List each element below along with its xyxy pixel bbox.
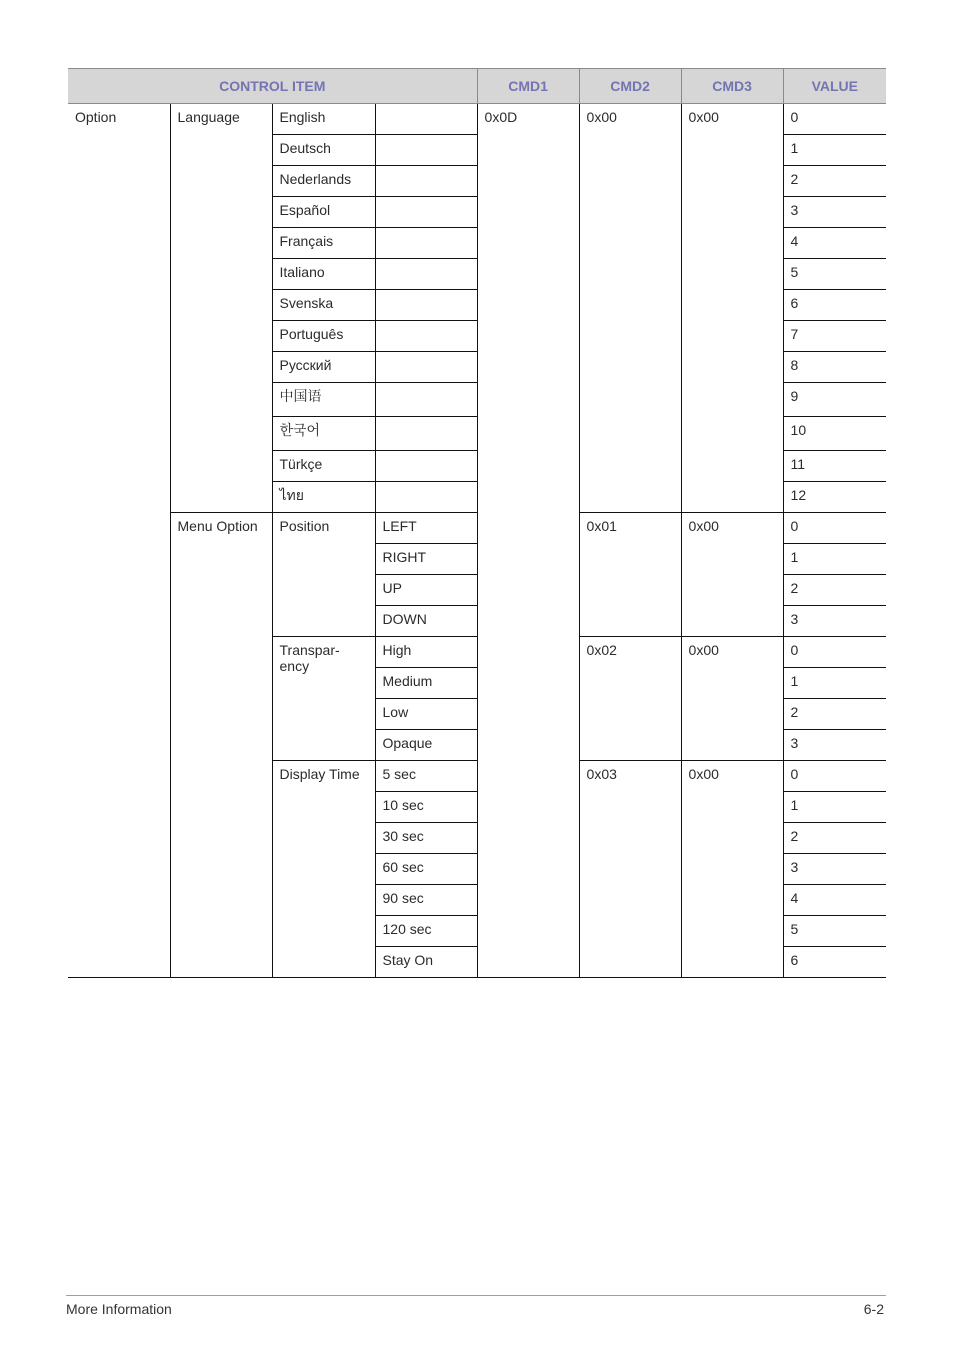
position-cmd2-cell: 0x01 [579, 513, 681, 637]
position-option-cell: LEFT [375, 513, 477, 544]
value-cell: 5 [783, 259, 886, 290]
empty-cell [375, 259, 477, 290]
transparency-cmd2-cell: 0x02 [579, 637, 681, 761]
language-name-cell: Português [272, 321, 375, 352]
value-cell: 0 [783, 761, 886, 792]
empty-cell [375, 104, 477, 135]
value-cell: 1 [783, 135, 886, 166]
value-cell: 6 [783, 290, 886, 321]
header-cmd2: CMD2 [579, 69, 681, 104]
language-name-cell: 中国语 [272, 383, 375, 417]
empty-cell [375, 451, 477, 482]
transparency-option-cell: High [375, 637, 477, 668]
table-body [68, 104, 886, 978]
display-time-option-cell: 5 sec [375, 761, 477, 792]
language-name-cell: Français [272, 228, 375, 259]
empty-cell [375, 383, 477, 417]
position-label-cell: Position [272, 513, 375, 637]
empty-cell [375, 197, 477, 228]
value-cell: 2 [783, 699, 886, 730]
display-time-cmd2-cell: 0x03 [579, 761, 681, 978]
value-cell: 3 [783, 730, 886, 761]
language-cmd3-cell: 0x00 [681, 104, 783, 513]
group-option-cell: Option [68, 104, 170, 978]
transparency-option-cell: Medium [375, 668, 477, 699]
position-option-cell: UP [375, 575, 477, 606]
footer-page-number: 6-2 [863, 1301, 884, 1317]
value-cell: 1 [783, 792, 886, 823]
language-name-cell: Italiano [272, 259, 375, 290]
empty-cell [375, 228, 477, 259]
value-cell: 0 [783, 104, 886, 135]
value-cell: 10 [783, 417, 886, 451]
display-time-option-cell: 90 sec [375, 885, 477, 916]
language-name-cell: Español [272, 197, 375, 228]
footer-divider [66, 1295, 886, 1296]
value-cell: 11 [783, 451, 886, 482]
value-cell: 1 [783, 668, 886, 699]
empty-cell [375, 352, 477, 383]
empty-cell [375, 166, 477, 197]
display-time-cmd3-cell: 0x00 [681, 761, 783, 978]
transparency-label-cell: Transpar- ency [272, 637, 375, 761]
language-name-cell: English [272, 104, 375, 135]
empty-cell [375, 482, 477, 513]
menu-option-label-cell: Menu Option [170, 513, 272, 978]
display-time-option-cell: 30 sec [375, 823, 477, 854]
value-cell: 8 [783, 352, 886, 383]
value-cell: 9 [783, 383, 886, 417]
display-time-option-cell: 60 sec [375, 854, 477, 885]
display-time-option-cell: 10 sec [375, 792, 477, 823]
empty-cell [375, 290, 477, 321]
footer-section-title: More Information [66, 1301, 172, 1317]
value-cell: 4 [783, 228, 886, 259]
transparency-cmd3-cell: 0x00 [681, 637, 783, 761]
empty-cell [375, 321, 477, 352]
header-row [68, 69, 886, 104]
value-cell: 7 [783, 321, 886, 352]
language-name-cell: Русский [272, 352, 375, 383]
value-cell: 3 [783, 197, 886, 228]
header-cmd1: CMD1 [477, 69, 579, 104]
language-name-cell: Svenska [272, 290, 375, 321]
value-cell: 12 [783, 482, 886, 513]
value-cell: 2 [783, 166, 886, 197]
value-cell: 3 [783, 606, 886, 637]
language-name-cell: Türkçe [272, 451, 375, 482]
value-cell: 6 [783, 947, 886, 978]
table-row [68, 104, 886, 135]
value-cell: 5 [783, 916, 886, 947]
position-option-cell: DOWN [375, 606, 477, 637]
transparency-option-cell: Opaque [375, 730, 477, 761]
value-cell: 0 [783, 513, 886, 544]
table-row [68, 513, 886, 544]
value-cell: 2 [783, 823, 886, 854]
language-name-cell: Nederlands [272, 166, 375, 197]
language-name-cell: Deutsch [272, 135, 375, 166]
cmd1-cell: 0x0D [477, 104, 579, 978]
display-time-option-cell: 120 sec [375, 916, 477, 947]
value-cell: 0 [783, 637, 886, 668]
empty-cell [375, 417, 477, 451]
header-value: VALUE [783, 69, 886, 104]
header-control-item: CONTROL ITEM [68, 69, 477, 104]
command-table [68, 68, 886, 978]
value-cell: 4 [783, 885, 886, 916]
language-label-cell: Language [170, 104, 272, 513]
position-option-cell: RIGHT [375, 544, 477, 575]
language-name-cell: ไทย [272, 482, 375, 513]
empty-cell [375, 135, 477, 166]
language-cmd2-cell: 0x00 [579, 104, 681, 513]
position-cmd3-cell: 0x00 [681, 513, 783, 637]
value-cell: 1 [783, 544, 886, 575]
display-time-option-cell: Stay On [375, 947, 477, 978]
language-name-cell: 한국어 [272, 417, 375, 451]
value-cell: 3 [783, 854, 886, 885]
display-time-label-cell: Display Time [272, 761, 375, 978]
transparency-option-cell: Low [375, 699, 477, 730]
header-cmd3: CMD3 [681, 69, 783, 104]
value-cell: 2 [783, 575, 886, 606]
